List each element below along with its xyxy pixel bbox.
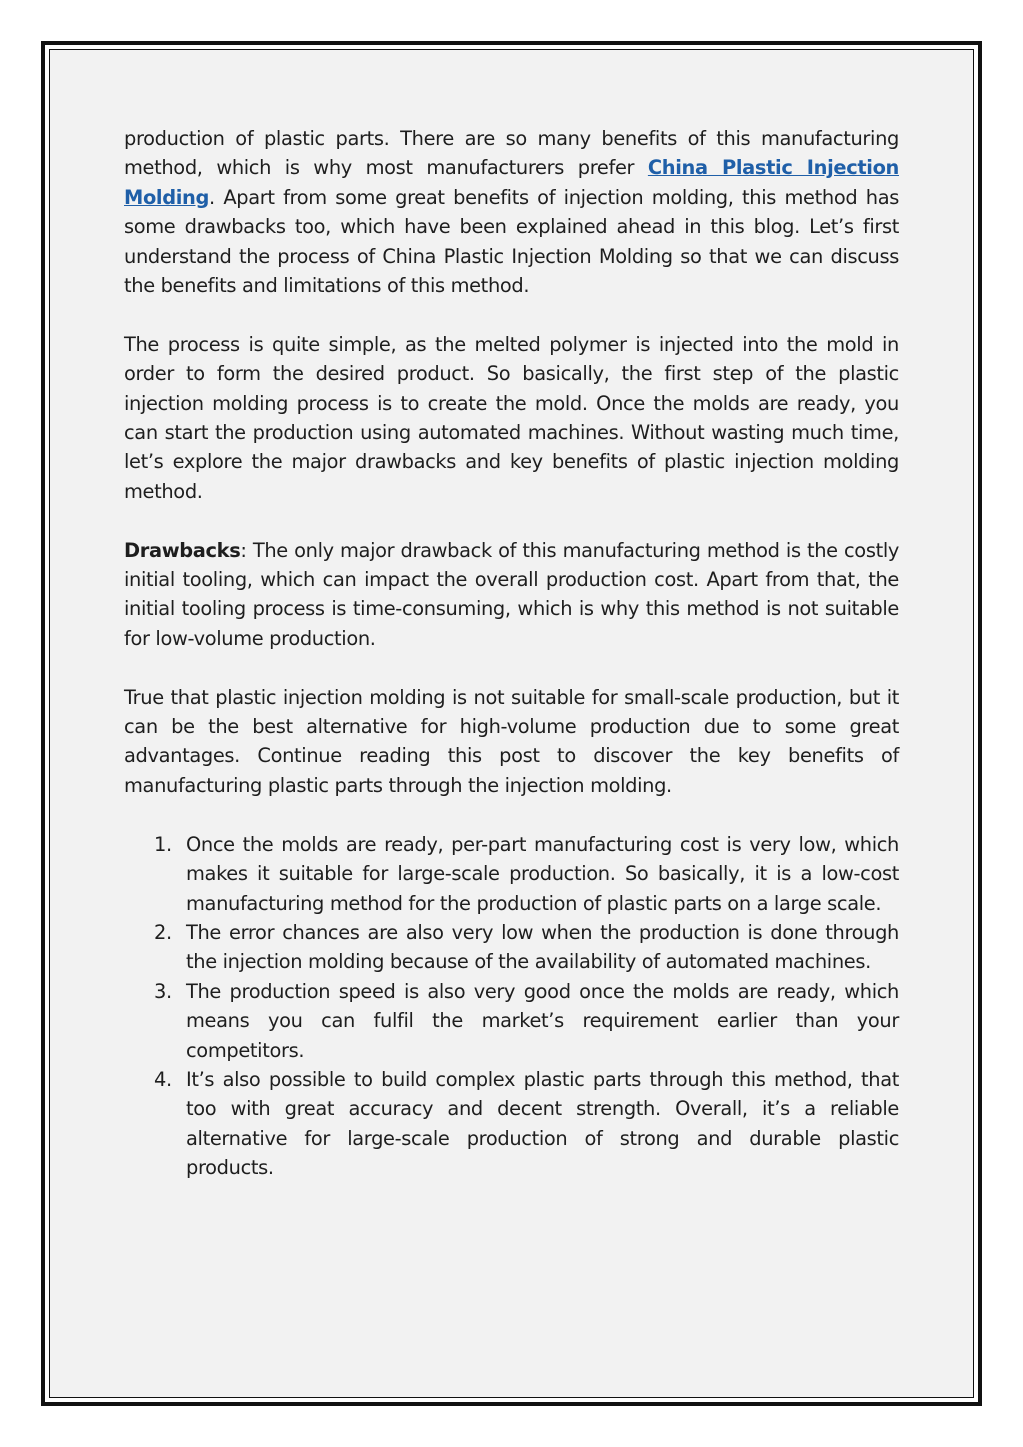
list-item-number: 3. [154,979,172,1003]
intro-paragraph [124,124,899,300]
document-body [124,124,899,1183]
benefits-list [124,830,899,1183]
drawbacks-heading: Drawbacks [124,538,241,562]
list-item [124,1065,899,1183]
advantages-text: True that plastic injection molding is not suitable for small-scale production, but it can be the best alternative for high-volume production due to some great advantages. Continue reading this post to discover the key benefits of manufacturing plastic parts through the injection molding. [124,685,899,797]
list-item-text: It’s also possible to build complex plastic parts through this method, that too with great accuracy and decent strength. Overall, it’s a reliable alternative for large-scale production of strong and durable plastic products. [186,1067,899,1180]
process-text: The process is quite simple, as the melted polymer is injected into the mold in order to form the desired product. So basically, the first step of the plastic injection molding process is to create the mold. Once the molds are ready, you can start the production using automated machines. Without wasting much time, let’s explore the major drawbacks and key benefits of plastic injection molding method. [124,332,899,503]
list-item [124,918,899,977]
list-item-text: The production speed is also very good once the molds are ready, which means you can fulfil the market’s requirement earlier than your competitors. [186,979,899,1062]
list-item-number: 2. [154,920,172,944]
list-item-text: Once the molds are ready, per-part manufacturing cost is very low, which makes it suitable for large-scale production. So basically, it is a low-cost manufacturing method for the production of plastic parts on a large scale. [186,832,899,915]
list-item [124,977,899,1065]
list-item-number: 4. [154,1067,172,1091]
list-item-number: 1. [154,832,172,856]
drawbacks-text: : The only major drawback of this manufacturing method is the costly initial tooling, which can impact the overall production cost. Apart from that, the initial tooling process is time-consuming, which is why this method is not suitable for low-volume production. [124,538,899,650]
drawbacks-paragraph [124,536,899,654]
china-plastic-injection-molding-link[interactable]: China Plastic Injection Molding [124,156,899,209]
advantages-paragraph [124,683,899,801]
list-item [124,830,899,918]
process-paragraph [124,330,899,506]
intro-text-after-link: . Apart from some great benefits of injection molding, this method has some drawbacks too, which have been explained ahead in this blog. Let’s first understand the process of China Plastic Injection Molding so that we can discuss the benefits and limitations of this method. [124,185,899,298]
intro-text-before-link: production of plastic parts. There are so many benefits of this manufacturing method, which is why most manufacturers prefer [124,127,899,180]
list-item-text: The error chances are also very low when the production is done through the injection molding because of the availability of automated machines. [186,920,899,974]
